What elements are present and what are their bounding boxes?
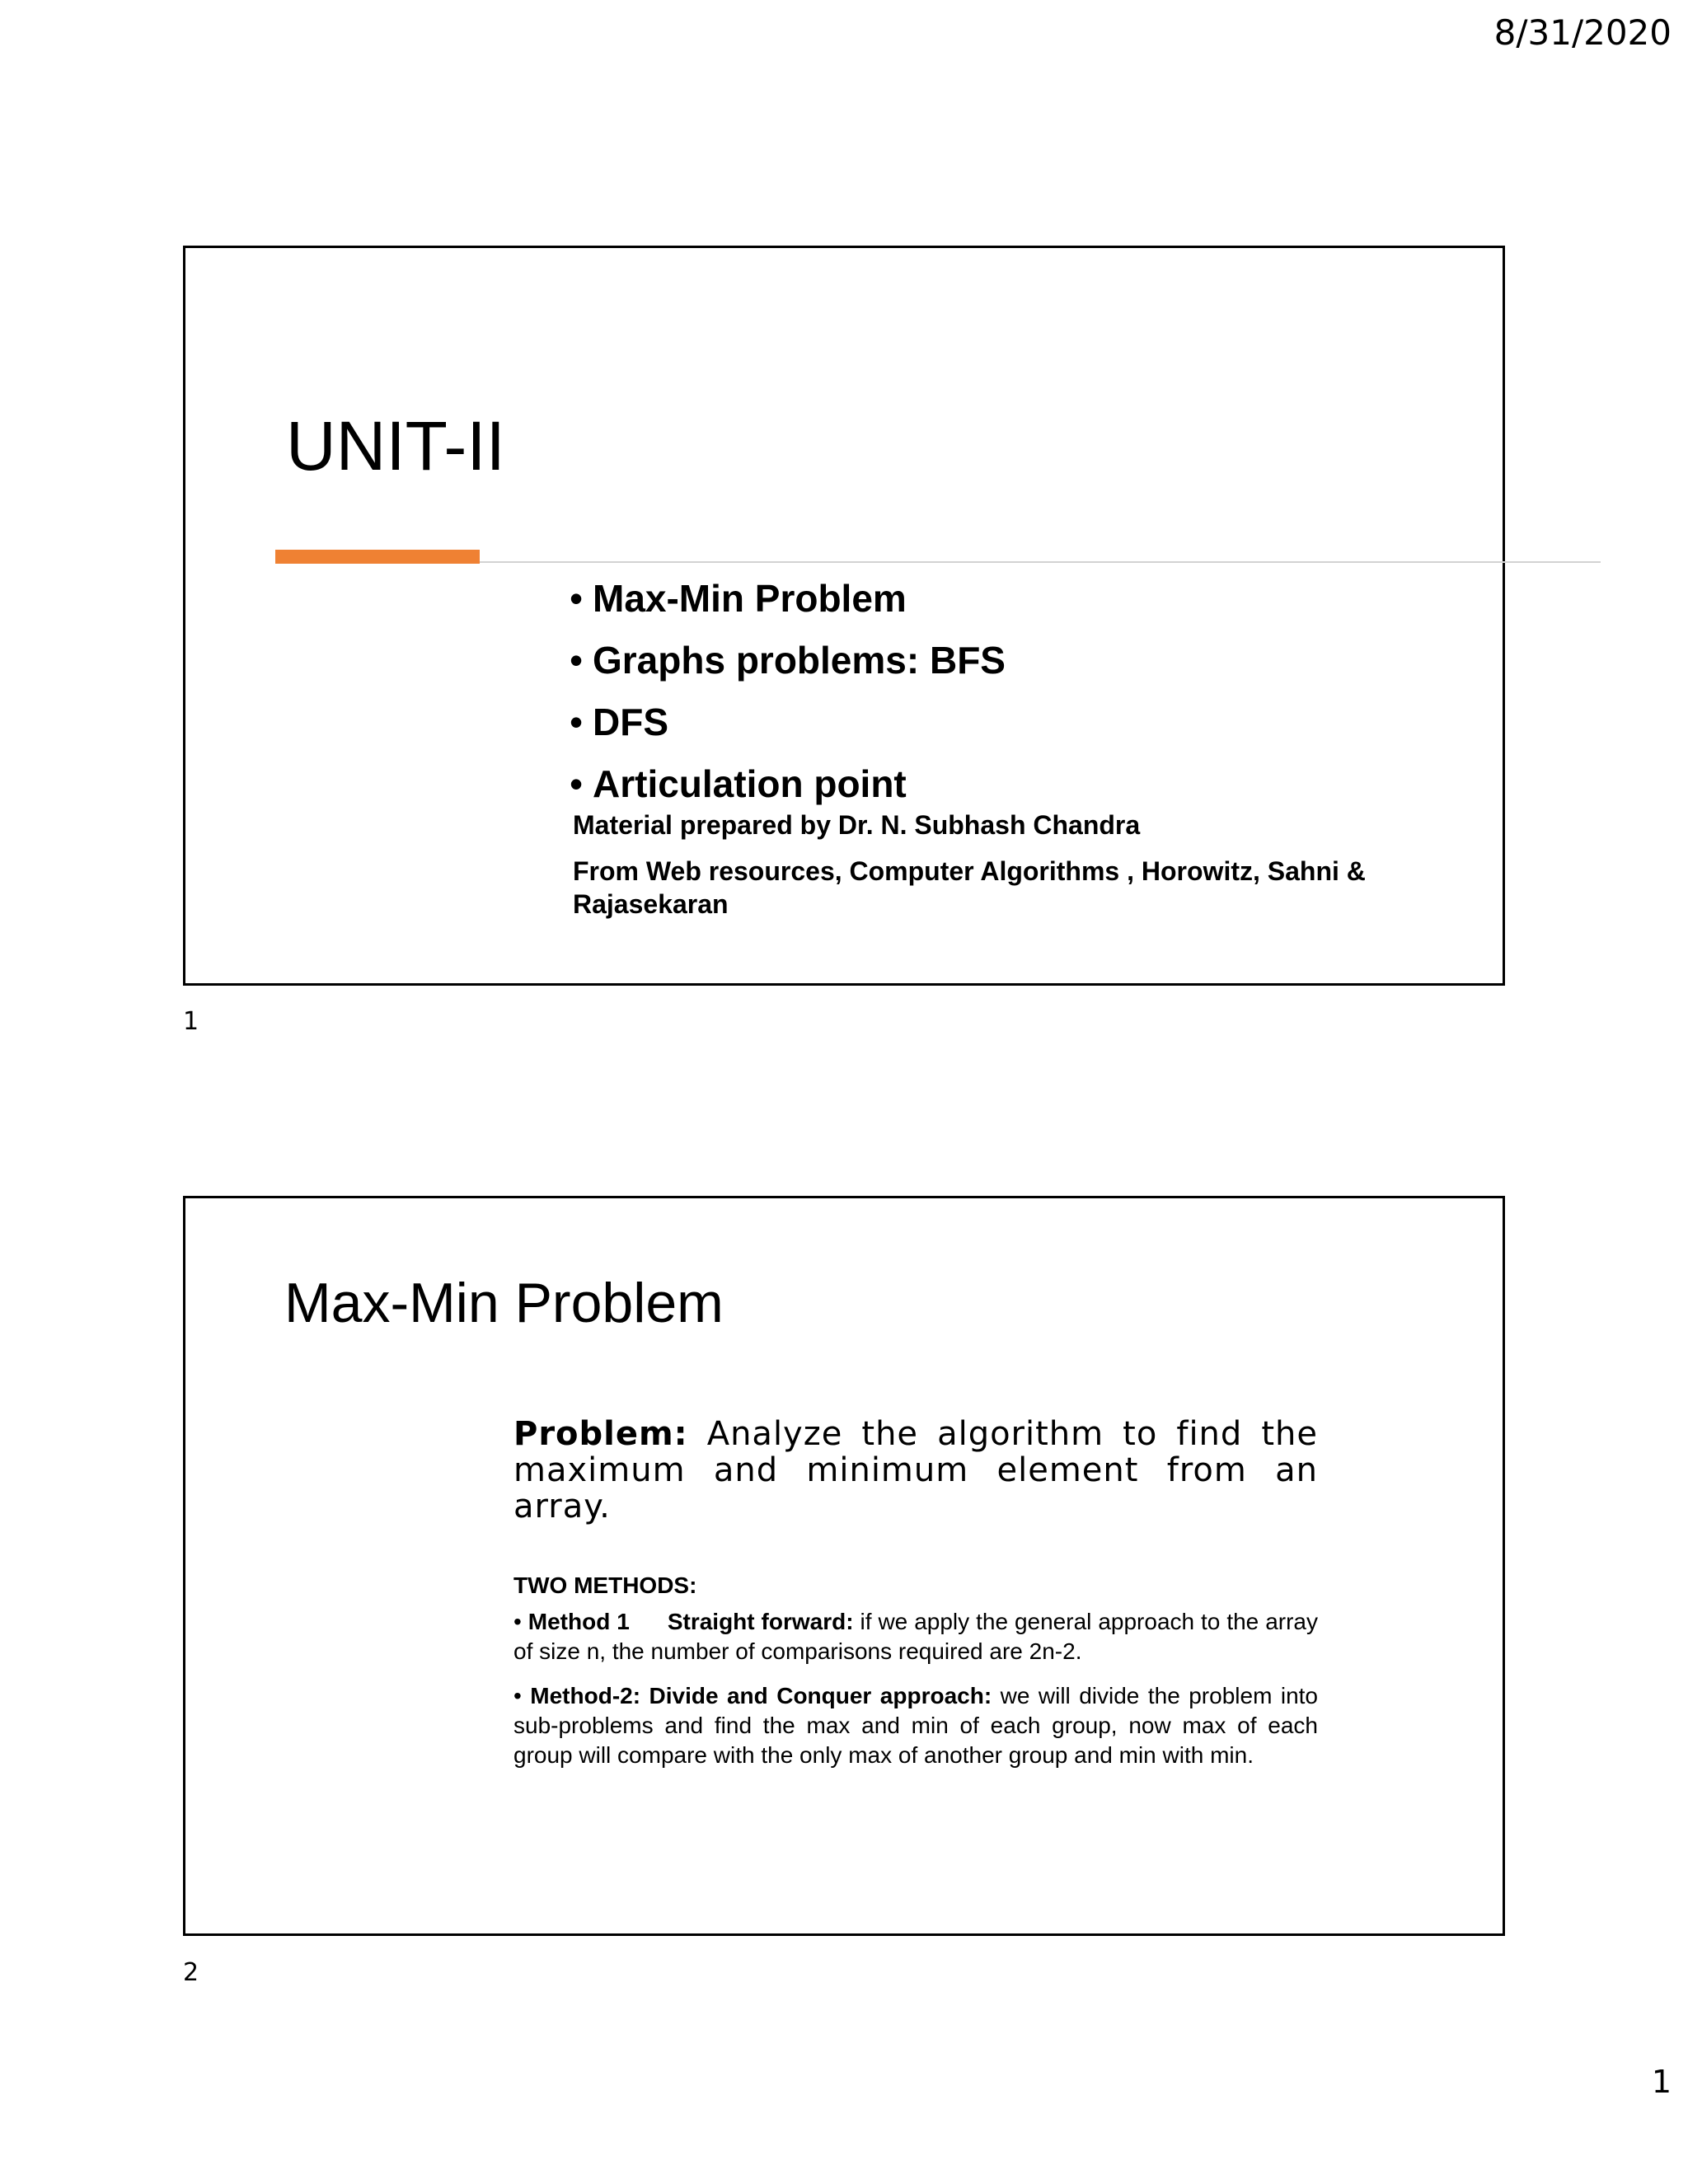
- topic-list: [570, 568, 1427, 815]
- bullet-icon: •: [513, 1609, 522, 1634]
- method-text: we will divide the problem into sub-problems and find the max and min of each group, now max of each group will compare with the only max of another group and min with min.: [513, 1683, 1318, 1768]
- method-sublabel: Straight forward:: [667, 1609, 854, 1634]
- title-divider: [480, 561, 1601, 563]
- slide-2: [183, 1196, 1505, 1936]
- slide-title: Max-Min Problem: [284, 1272, 724, 1334]
- problem-label: Problem:: [513, 1415, 688, 1453]
- topic-label: Articulation point: [593, 762, 907, 805]
- method-item: [513, 1607, 1318, 1666]
- methods-heading: TWO METHODS:: [513, 1572, 697, 1598]
- topic-label: Graphs problems: BFS: [593, 639, 1006, 682]
- author-credit: Material prepared by Dr. N. Subhash Chandra: [573, 810, 1141, 840]
- topic-item: [570, 630, 1427, 691]
- page-number: 1: [1651, 2064, 1672, 2100]
- page-date: 8/31/2020: [1493, 12, 1672, 53]
- method-text: if we apply the general approach to the array of size n, the number of comparisons required are 2n-2.: [513, 1609, 1319, 1664]
- topic-label: Max-Min Problem: [593, 577, 907, 620]
- problem-statement: [513, 1416, 1318, 1525]
- bullet-icon: •: [570, 577, 584, 620]
- topic-item: [570, 691, 1427, 753]
- bullet-icon: •: [570, 639, 584, 682]
- slide-1: [183, 246, 1505, 986]
- slide-number: 2: [183, 1958, 199, 1987]
- method-label: Method-2: Divide and Conquer approach:: [530, 1683, 992, 1708]
- method-label: Method 1: [528, 1609, 630, 1634]
- problem-text: Analyze the algorithm to find the maximum and minimum element from an array.: [513, 1415, 1318, 1526]
- method-item: [513, 1681, 1318, 1770]
- topic-item: [570, 568, 1427, 630]
- bullet-icon: •: [513, 1683, 522, 1708]
- source-credit: From Web resources, Computer Algorithms , Horowitz, Sahni & Rajasekaran: [573, 856, 1366, 919]
- slide-number: 1: [183, 1007, 199, 1036]
- accent-bar: [275, 550, 480, 564]
- bullet-icon: •: [570, 701, 584, 743]
- slide-title: UNIT-II: [286, 407, 505, 485]
- bullet-icon: •: [570, 762, 584, 805]
- topic-label: DFS: [593, 701, 668, 743]
- topic-item: [570, 753, 1427, 815]
